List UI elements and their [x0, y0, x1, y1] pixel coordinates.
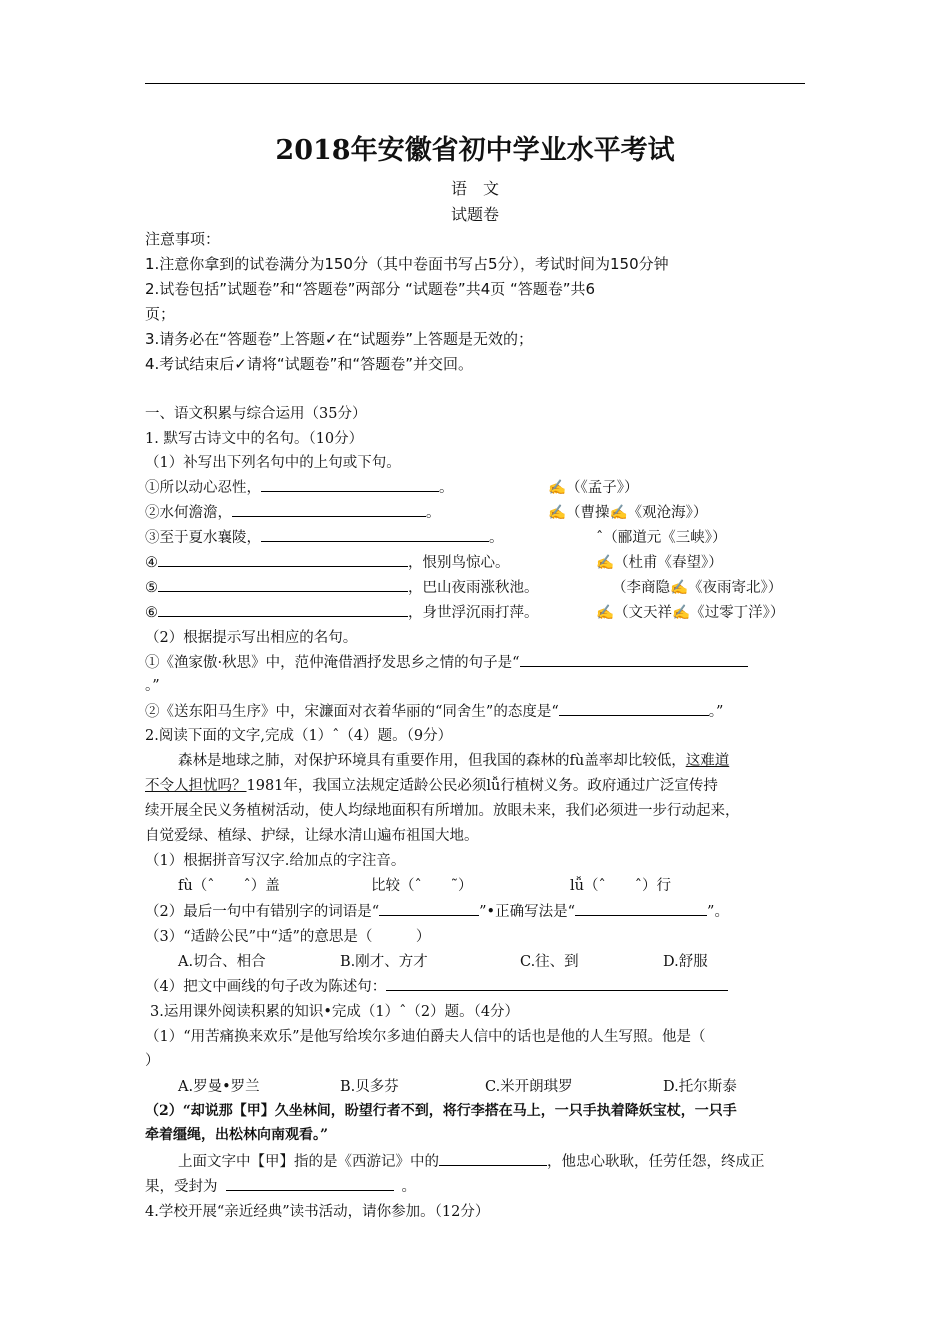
q1-line-post: 。	[426, 505, 441, 521]
answer-blank[interactable]	[232, 502, 426, 517]
q3-sub-2-quote-cont: 牵着缰绳，出松林向南观看。”	[145, 1127, 329, 1143]
answer-blank[interactable]	[379, 901, 479, 916]
q2-passage-text: 1981年，我国立法规定适龄公民必须lǚ行植树义务。政府通过广泛宣传持	[246, 778, 718, 794]
section-1-heading: 一、语文积累与综合运用（35分）	[145, 406, 367, 422]
answer-blank[interactable]	[226, 1176, 394, 1191]
q1-line-post: 。	[489, 530, 504, 546]
q2-passage-line-1	[178, 749, 729, 770]
answer-blank[interactable]	[261, 477, 439, 492]
answer-blank[interactable]	[158, 552, 408, 567]
q3-sub-2-text: 上面文字中【甲】指的是《西游记》中的	[178, 1154, 439, 1170]
subject-label: 语 文	[450, 179, 499, 198]
q1-source-1: ✍（《孟子》）	[548, 480, 639, 496]
q1-line-pre: ①所以动心忍性，	[145, 480, 261, 496]
q3-title: 3.运用课外阅读积累的知识•完成（1）ˆ（2）题。（4分）	[150, 1004, 520, 1020]
q2-sub-1: （1）根据拼音写汉字.给加点的字注音。	[145, 853, 406, 869]
q3-sub-1: （1）“用苦痛换来欢乐”是他写给埃尔多迪伯爵夫人信中的话也是他的人生写照。他是（	[145, 1029, 706, 1045]
q1-line-post: ，巴山夜雨涨秋池。	[408, 580, 539, 596]
q1-part2-b	[145, 700, 723, 721]
q2-passage-text: 森林是地球之肺，对保护环境具有重要作用，但我国的森林的fù盖率却比较低，	[178, 753, 686, 769]
q1-line-pre: ④	[145, 555, 158, 571]
q2-underlined-sentence: 不令人担忧吗？	[145, 778, 247, 794]
q2-pinyin-3: lǚ（ˆ ˆ）行	[570, 878, 671, 894]
q1-source-3: ˆ（郦道元《三峡》）	[596, 530, 727, 546]
q1-line-pre: ②水何澹澹，	[145, 505, 232, 521]
q2-sub-4-text: （4）把文中画线的句子改为陈述句：	[145, 979, 387, 995]
q1-part2: （2）根据提示写出相应的名句。	[145, 630, 358, 646]
q3-sub-1-end: ）	[145, 1053, 160, 1069]
answer-blank[interactable]	[386, 976, 728, 991]
q2-option-d: D.舒服	[663, 954, 708, 970]
q2-option-a: A.切合、相合	[178, 954, 266, 970]
q3-option-c: C.米开朗琪罗	[485, 1079, 573, 1095]
q2-sub-2-mid: ”•正确写法是“	[479, 904, 576, 920]
q2-sub-2-text: （2）最后一句中有错别字的词语是“	[145, 904, 380, 920]
answer-blank[interactable]	[261, 527, 489, 542]
answer-blank[interactable]	[158, 577, 408, 592]
q1-source-2: ✍（曹操✍《观沧海》）	[548, 505, 708, 521]
q2-sub-3: （3）“适龄公民”中“适”的意思是（ ）	[145, 929, 431, 945]
q1-line-post: 。	[439, 480, 454, 496]
q1-part2-b-end: 。”	[708, 704, 724, 720]
q1-part2-a-end: 。”	[145, 678, 160, 694]
notice-item-3: 3.请务必在“答题卷”上答题✓在“试题券”上答题是无效的；	[145, 330, 533, 348]
q2-option-c: C.往、到	[520, 954, 579, 970]
q1-source-4: ✍（杜甫《春望》）	[596, 555, 723, 571]
answer-blank[interactable]	[158, 602, 408, 617]
q1-line-6	[145, 601, 539, 622]
q1-line-5	[145, 576, 539, 597]
q1-part2-b-text: ②《送东阳马生序》中，宋濂面对衣着华丽的“同舍生”的态度是“	[145, 704, 559, 720]
q1-line-post: ，恨别鸟惊心。	[408, 555, 510, 571]
q2-title: 2.阅读下面的文字,完成（1）ˆ（4）题。（9分）	[145, 728, 453, 744]
q2-pinyin-1: fù（ˆ ˆ）盖	[178, 878, 280, 894]
notice-item-2: 2.试卷包括”试题卷”和“答题卷”两部分 “试题卷”共4页 “答题卷”共6	[145, 280, 596, 298]
q1-source-6: ✍（文天祥✍《过零丁洋》）	[596, 605, 785, 621]
answer-blank[interactable]	[559, 701, 709, 716]
q3-option-a: A.罗曼•罗兰	[178, 1079, 260, 1095]
q1-line-3	[145, 526, 504, 547]
q3-sub-2-question	[178, 1150, 765, 1171]
notice-item-4: 4.考试结束后✓请将“试题卷”和“答题卷”并交回。	[145, 355, 473, 373]
q2-underlined-sentence: 这难道	[685, 753, 730, 769]
q3-sub-2-text: 果，受封为	[145, 1179, 218, 1195]
q1-line-pre: ⑥	[145, 605, 158, 621]
q1-title: 1. 默写古诗文中的名句。（10分）	[145, 431, 364, 447]
q2-option-b: B.刚才、方才	[340, 954, 428, 970]
q4-title: 4.学校开展“亲近经典”读书活动，请你参加。（12分）	[145, 1204, 490, 1220]
q3-sub-2-question-cont	[145, 1175, 416, 1196]
q1-line-4	[145, 551, 510, 572]
top-rule	[145, 83, 805, 84]
q2-sub-2-end: ”。	[707, 904, 729, 920]
q3-sub-2-text-end: 。	[401, 1179, 416, 1195]
answer-blank[interactable]	[439, 1151, 547, 1166]
q1-source-5: （李商隐✍《夜雨寄北》）	[612, 580, 783, 596]
q1-part2-a	[145, 651, 748, 672]
q3-option-d: D.托尔斯泰	[663, 1079, 737, 1095]
answer-blank[interactable]	[520, 652, 748, 667]
q1-line-pre: ③至于夏水襄陵，	[145, 530, 261, 546]
q2-passage-line-2	[145, 774, 718, 795]
notice-heading: 注意事项：	[145, 230, 221, 248]
q1-line-1	[145, 476, 454, 497]
notice-item-2-cont: 页；	[145, 305, 176, 323]
notice-item-1: 1.注意你拿到的试卷满分为150分（其中卷面书写占5分），考试时间为150分钟	[145, 255, 669, 273]
q2-pinyin-2: 比较（ˆ ˜）	[371, 878, 473, 894]
q2-sub-4	[145, 975, 728, 996]
q2-passage-line-3: 续开展全民义务植树活动，使人均绿地面积有所增加。放眼未来，我们必须进一步行动起来，	[145, 803, 740, 819]
q2-sub-2	[145, 900, 729, 921]
q3-option-b: B.贝多芬	[340, 1079, 399, 1095]
answer-blank[interactable]	[575, 901, 707, 916]
q2-passage-line-4: 自觉爱绿、植绿、护绿，让绿水清山遍布祖国大地。	[145, 828, 479, 844]
paper-label: 试题卷	[450, 205, 499, 224]
q1-part2-a-text: ①《渔家傲·秋思》中，范仲淹借酒抒发思乡之情的句子是“	[145, 655, 520, 671]
q3-sub-2-text-end: ，他忠心耿耿，任劳任怨，终成正	[547, 1154, 765, 1170]
q1-part1: （1）补写出下列名句中的上句或下句。	[145, 455, 401, 471]
q1-line-post: ，身世浮沉雨打萍。	[408, 605, 539, 621]
page-title: 2018年安徽省初中学业水平考试	[275, 135, 675, 166]
q1-line-2	[145, 501, 441, 522]
q1-line-pre: ⑤	[145, 580, 158, 596]
q3-sub-2-quote: （2）“却说那【甲】久坐林间，盼望行者不到，将行李搭在马上，一只手执着降妖宝杖，一只手	[145, 1103, 737, 1119]
